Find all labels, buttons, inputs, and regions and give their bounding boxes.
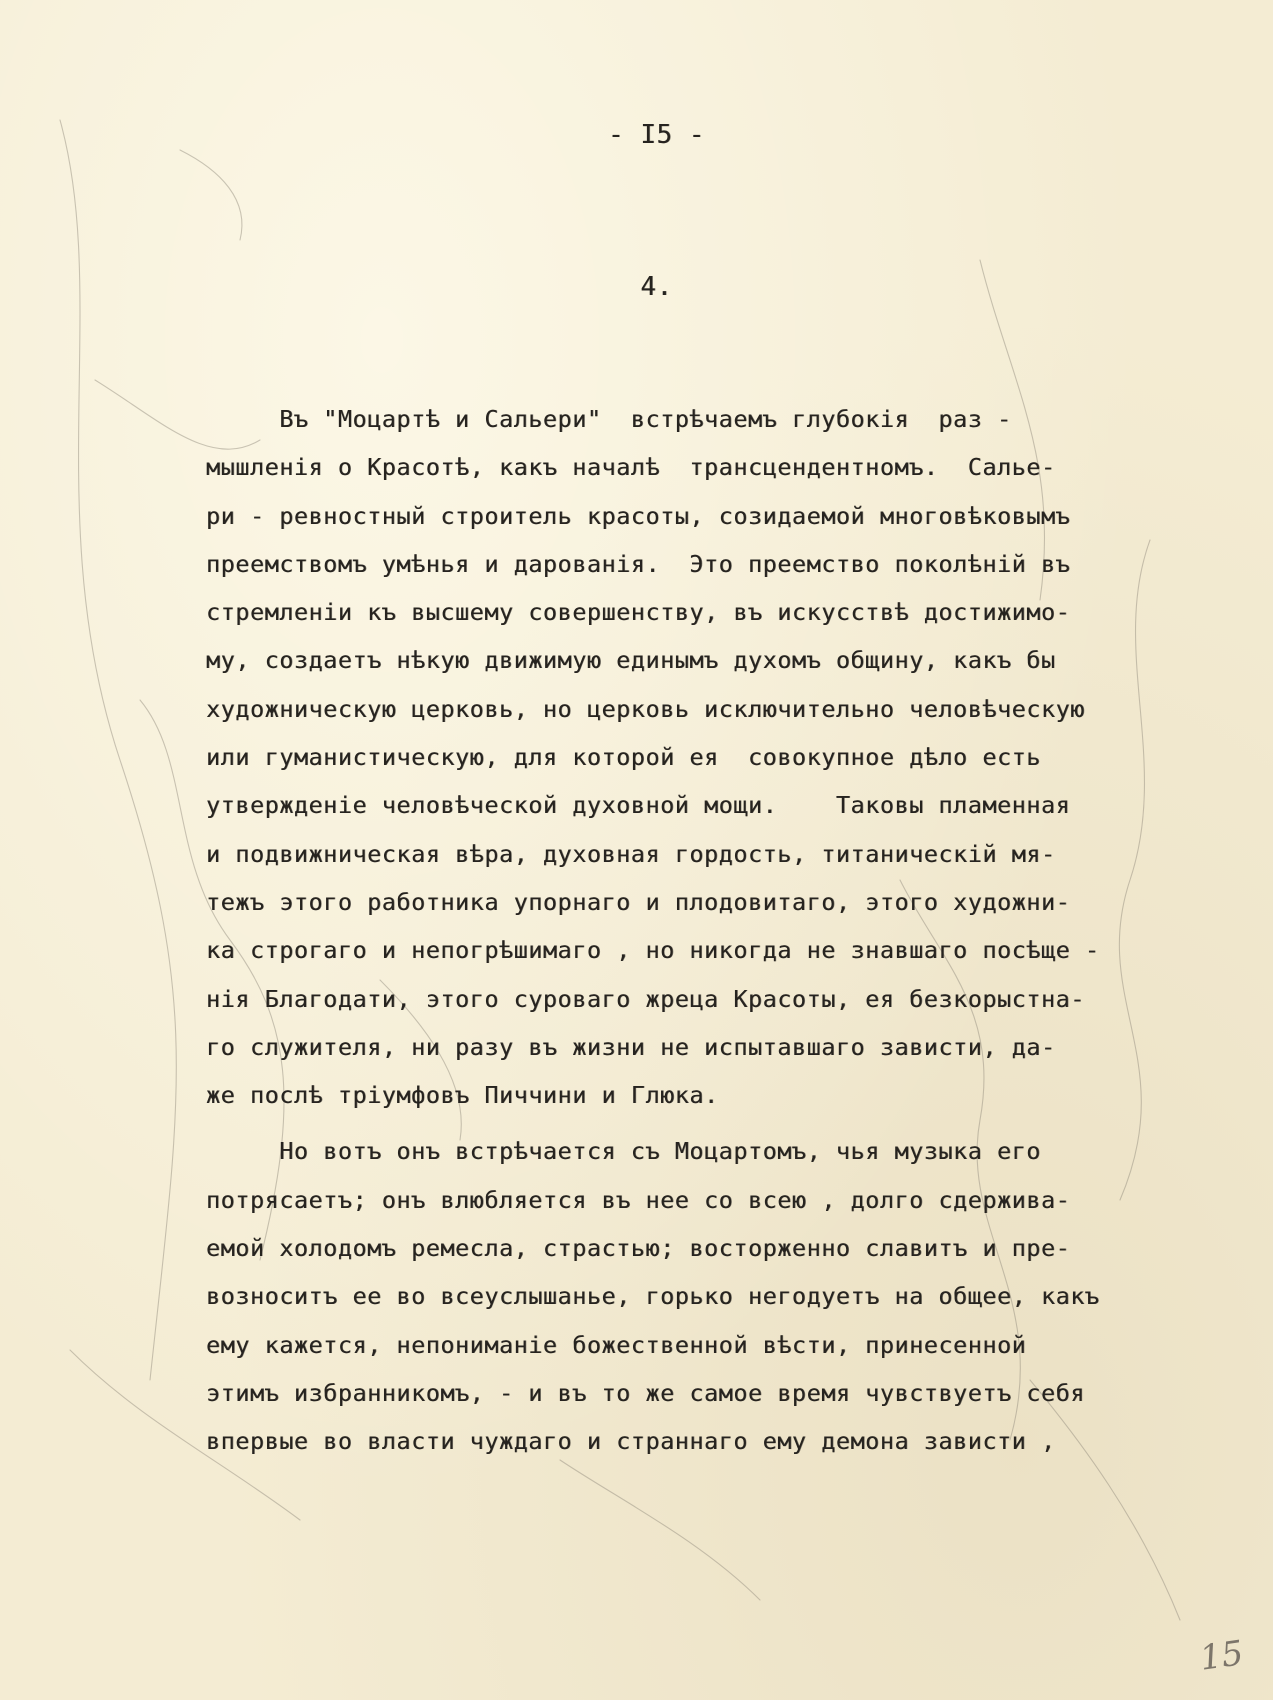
pencil-stroke bbox=[180, 150, 242, 240]
text-line: утвержденiе человѣческой духовной мощи. Таковы пламенная bbox=[206, 791, 1071, 820]
text-line: ри - ревностный строитель красоты, созидаемой многовѣковымъ bbox=[206, 501, 1071, 530]
text-line: же послѣ трiумфовъ Пиччини и Глюка. bbox=[206, 1081, 719, 1110]
text-line: ка строгаго и непогрѣшимаго , но никогда не знавшаго посѣще - bbox=[206, 936, 1100, 965]
text-line: нiя Благодати, этого суроваго жреца Красоты, ея безкорыстна- bbox=[206, 984, 1085, 1013]
text-line: Въ "Моцартѣ и Сальери" встрѣчаемъ глубокiя раз - bbox=[206, 405, 1012, 433]
pencil-stroke bbox=[60, 120, 176, 1380]
pencil-stroke bbox=[1119, 540, 1150, 1200]
text-line: му, создаетъ нѣкую движимую единымъ духомъ общину, какъ бы bbox=[206, 646, 1056, 675]
text-line: емой холодомъ ремесла, страстью; восторженно славитъ и пре- bbox=[206, 1234, 1071, 1263]
text-line: художническую церковь, но церковь исключительно человѣческую bbox=[206, 694, 1085, 723]
body-text bbox=[206, 395, 1100, 1466]
handwritten-folio-number: 15 bbox=[1197, 1633, 1246, 1679]
text-line: возноситъ ее во всеуслышанье, горько негодуетъ на общее, какъ bbox=[206, 1282, 1100, 1311]
pencil-stroke bbox=[560, 1460, 760, 1600]
text-line: го служителя, ни разу въ жизни не испытавшаго зависти, да- bbox=[206, 1032, 1056, 1061]
text-line: мышленiя о Красотѣ, какъ началѣ трансцендентномъ. Салье- bbox=[206, 453, 1056, 482]
text-line: стремленiи къ высшему совершенству, въ искусствѣ достижимо- bbox=[206, 598, 1071, 627]
text-line: этимъ избранникомъ, - и въ то же самое время чувствуетъ себя bbox=[206, 1378, 1085, 1407]
text-line: потрясаетъ; онъ влюбляется въ нее со всею , долго сдержива- bbox=[206, 1185, 1071, 1214]
text-line: тежъ этого работника упорнаго и плодовитаго, этого художни- bbox=[206, 887, 1071, 916]
section-number: 4. bbox=[640, 272, 673, 302]
text-line: или гуманистическую, для которой ея совокупное дѣло есть bbox=[206, 743, 1041, 772]
page-number: - I5 - bbox=[608, 120, 705, 150]
text-line: преемствомъ умѣнья и дарованiя. Это преемство поколѣнiй въ bbox=[206, 549, 1071, 578]
text-line: Но вотъ онъ встрѣчается съ Моцартомъ, чья музыка его bbox=[206, 1137, 1041, 1166]
text-line: ему кажется, непониманiе божественной вѣсти, принесенной bbox=[206, 1330, 1027, 1359]
text-line: впервые во власти чуждаго и страннаго ему демона зависти , bbox=[206, 1427, 1056, 1456]
text-line: и подвижническая вѣра, духовная гордость, титаническiй мя- bbox=[206, 839, 1056, 868]
